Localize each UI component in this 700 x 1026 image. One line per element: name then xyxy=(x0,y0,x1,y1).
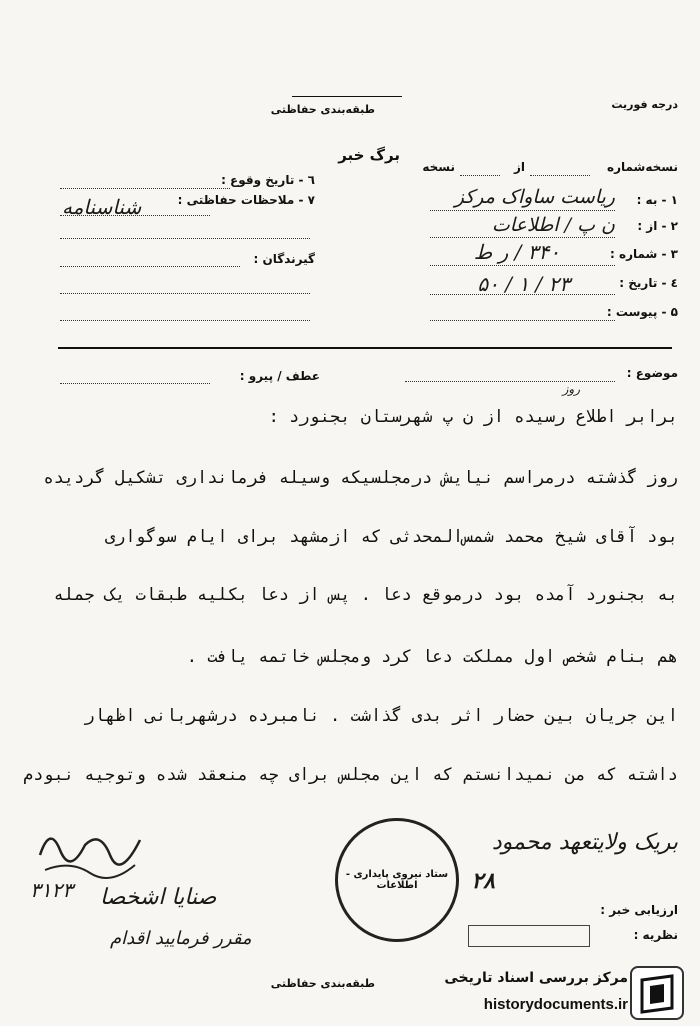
copy-of: از xyxy=(513,160,525,174)
security-notes-line xyxy=(60,215,210,216)
security-notes-value: شناسنامه xyxy=(62,195,142,219)
stamp-text: ستاد نیروی پایداری - اطلاعات xyxy=(345,869,449,891)
subject-label: موضوع : xyxy=(626,366,678,380)
event-date-label: ٦ - تاریخ وقوع : xyxy=(221,173,315,187)
number-line xyxy=(430,265,615,266)
handwriting-left-1: صنایا اشخصا xyxy=(100,885,217,910)
body-line: هم بنام شخص اول مملکت دعا کرد ومجلس خاتمه یافت . xyxy=(186,647,678,667)
form-divider xyxy=(58,347,672,349)
body-line: بود آقای شیخ محمد شمس‌المحدثی که ازمشهد برای ایام سوگواری xyxy=(104,527,678,547)
to-value: ریاست ساواک مرکز xyxy=(454,186,615,208)
archive-logo-icon xyxy=(630,966,684,1020)
date-label: ٤ - تاریخ : xyxy=(619,276,678,290)
body-insertion: روز xyxy=(562,382,580,396)
body-line: این جریان بین حضار اثر بدی گذاشت . نامبرده درشهربانی اظهار xyxy=(84,706,678,726)
subject-line xyxy=(405,381,615,382)
evaluation-label: ارزیابی خبر : xyxy=(600,903,678,917)
registration-box xyxy=(468,925,590,947)
from-value: ن پ / اطلاعات xyxy=(491,214,615,236)
number-label: ۳ - شماره : xyxy=(610,247,678,261)
classification-top: طبقه‌بندی حفاظتی xyxy=(270,103,375,116)
reference-label: عطف / پیرو : xyxy=(239,369,320,383)
to-label: ۱ - به : xyxy=(636,193,678,207)
handwriting-left-2: مقرر فرمایید اقدام xyxy=(110,928,252,949)
classification-bottom: طبقه‌بندی حفاظتی xyxy=(270,977,375,990)
attachment-label: ۵ - پیوست : xyxy=(606,305,678,319)
recipients-label: گیرندگان : xyxy=(253,252,315,266)
copy-number-label: نسخه‌شماره xyxy=(607,160,678,174)
classification-overline xyxy=(292,96,402,97)
date-line xyxy=(430,294,615,295)
form-title: برگ خبر xyxy=(338,146,400,164)
event-date-line xyxy=(60,188,230,189)
signature-icon xyxy=(30,815,150,885)
attachment-line xyxy=(430,320,615,321)
handwriting-left-3: ۳۱۲۳ xyxy=(30,878,73,902)
watermark-url[interactable]: historydocuments.ir xyxy=(483,996,628,1013)
signature-scribble xyxy=(30,815,150,885)
copy-count-line xyxy=(460,175,500,176)
copy-label: نسخه xyxy=(422,160,455,174)
watermark-name: مرکز بررسی اسناد تاریخی xyxy=(444,970,628,986)
recipients-line-2 xyxy=(60,293,310,294)
notes-line-2 xyxy=(60,238,310,239)
priority-label: درجه فوریت xyxy=(611,98,678,111)
official-stamp xyxy=(335,818,459,942)
copy-number-line xyxy=(530,175,590,176)
body-line: به بجنورد آمده بود درموقع دعا . پس از دعا بکلیه طبقات یک جمله xyxy=(53,585,678,605)
opinion-label: نظریه : xyxy=(633,928,678,942)
reference-line xyxy=(60,383,210,384)
recipients-line-1 xyxy=(60,266,240,267)
handwriting-number: ۲۸ xyxy=(471,868,495,894)
body-line: روز گذشته درمراسم نیایش درمجلسیکه وسیله فرمانداری تشکیل گردیده xyxy=(43,468,678,488)
from-line xyxy=(430,237,615,238)
date-value: ۵۰ / ۱ / ۲۳ xyxy=(477,272,570,296)
to-line xyxy=(430,210,615,211)
recipients-line-3 xyxy=(60,320,310,321)
body-line: برابر اطلاع رسیده از ن پ شهرستان بجنورد : xyxy=(268,407,678,427)
body-line: داشته که من نمیدانستم که این مجلس برای چه منعقد شده وتوجیه نبودم xyxy=(22,765,678,785)
handwriting-right: بریک ولایتعهد محمود xyxy=(491,830,678,855)
security-notes-label: ۷ - ملاحظات حفاظتی : xyxy=(177,193,315,207)
number-value: ۳۴۰ / ر ط xyxy=(473,240,560,264)
from-label: ۲ - از : xyxy=(637,219,678,233)
